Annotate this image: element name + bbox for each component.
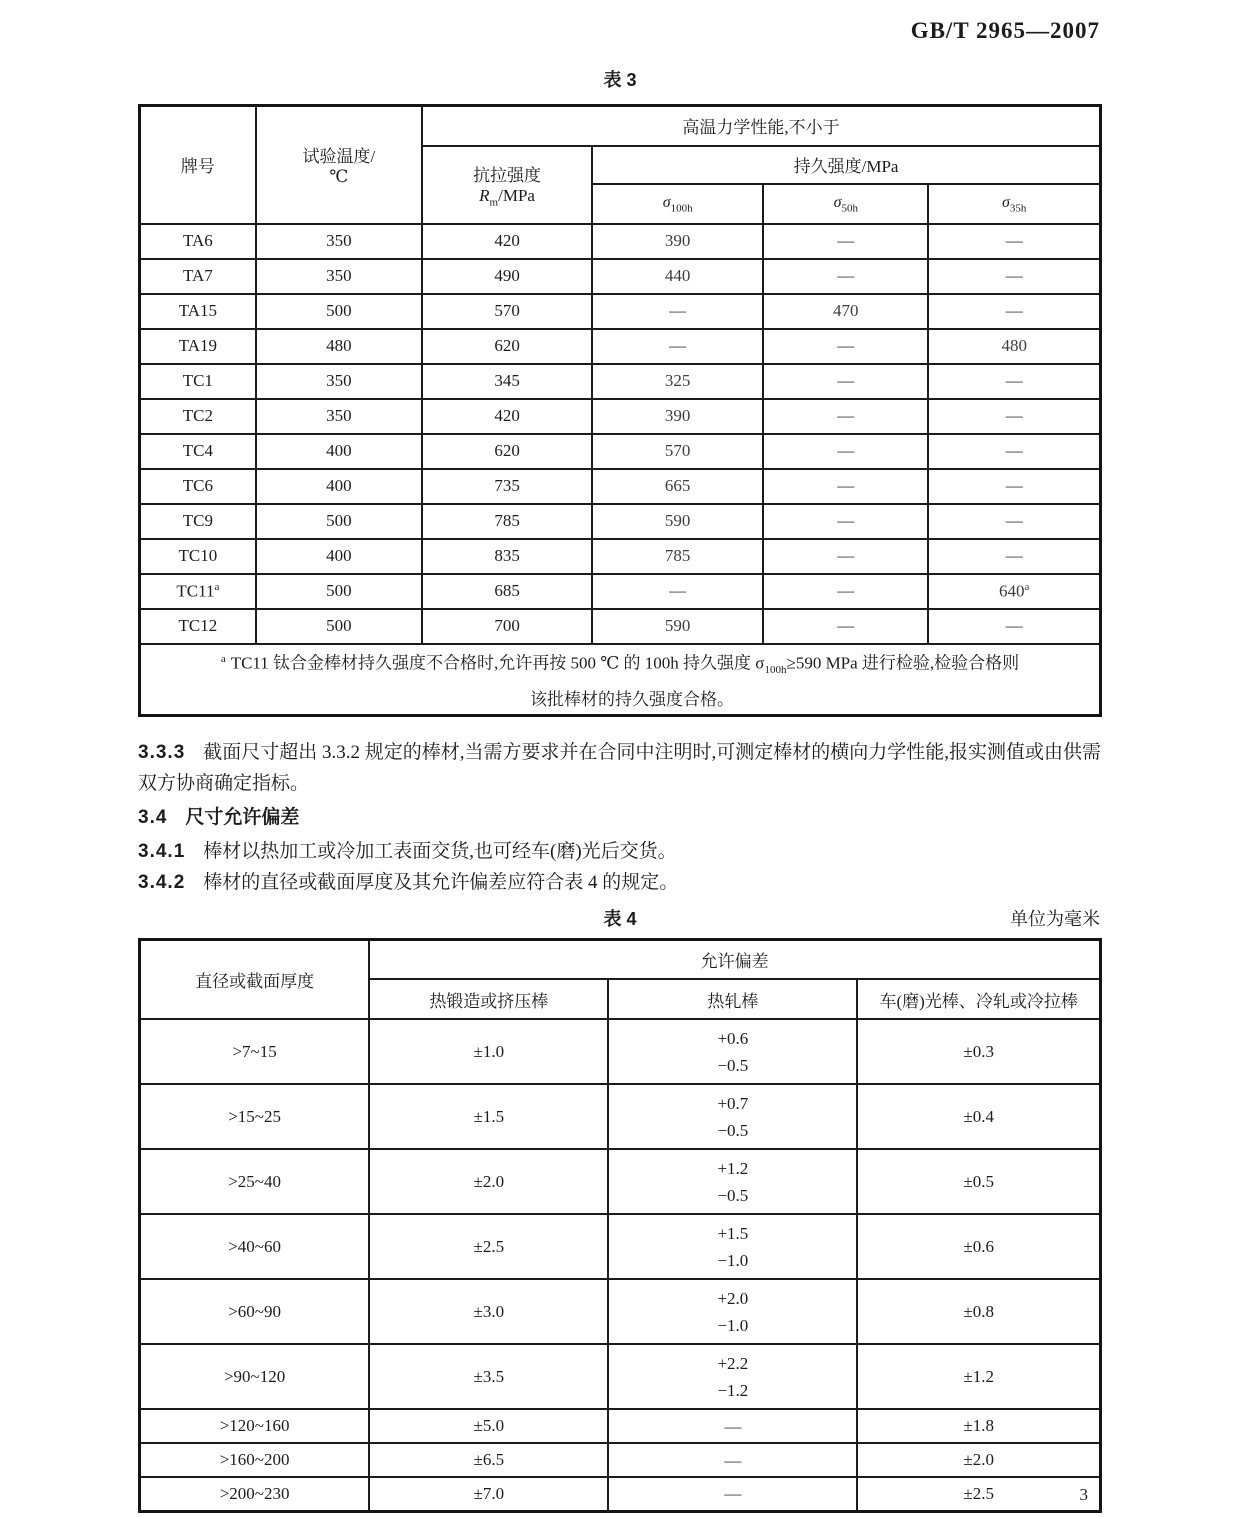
- cell-s100: —: [592, 574, 763, 609]
- cell-temp: 480: [256, 329, 422, 364]
- page-number: 3: [1079, 1485, 1088, 1504]
- cell-s100: 665: [592, 469, 763, 504]
- table4-title: 表 4: [603, 908, 637, 929]
- cell-grade: TA7: [140, 259, 256, 294]
- table4-row: [140, 1084, 1101, 1149]
- cell-s50: 470: [763, 294, 928, 329]
- table4-row: [140, 1019, 1101, 1084]
- standard-number: GB/T 2965—2007: [910, 18, 1100, 43]
- table3-header-row-1: [140, 106, 1101, 146]
- cell-forged: ±1.5: [369, 1084, 608, 1149]
- footnote-marker: a: [220, 652, 226, 665]
- cell-rm: 835: [422, 539, 592, 574]
- cell-temp: 400: [256, 539, 422, 574]
- footnote-line-2: 该批棒材的持久强度合格。: [530, 689, 734, 709]
- page-content: [138, 66, 1102, 1513]
- clause-text: 棒材的直径或截面厚度及其允许偏差应符合表 4 的规定。: [203, 871, 679, 893]
- cell-forged: ±7.0: [369, 1477, 608, 1511]
- table4-header-row-1: [140, 939, 1101, 979]
- col-header-sigma-100h: $\sigma_{100h}$: [592, 184, 763, 224]
- cell-s35: —: [928, 469, 1100, 504]
- table4: [138, 938, 1102, 1513]
- table4-row: [140, 1477, 1101, 1511]
- cell-s100: 590: [592, 504, 763, 539]
- table3-row: [140, 574, 1101, 609]
- cell-s35: —: [928, 539, 1100, 574]
- table3-row: [140, 294, 1101, 329]
- cell-grade: TA15: [140, 294, 256, 329]
- clause-number: 3.4.2: [138, 871, 186, 893]
- cell-hot-rolled: +1.2 −0.5: [608, 1149, 857, 1214]
- cell-forged: ±2.0: [369, 1149, 608, 1214]
- col-header-tolerance-group: 允许偏差: [369, 939, 1100, 979]
- table4-units-note: 单位为毫米: [1010, 908, 1100, 929]
- col-header-turned-cold: 车(磨)光棒、冷轧或冷拉棒: [857, 979, 1100, 1019]
- clause-text: 棒材以热加工或冷加工表面交货,也可经车(磨)光后交货。: [203, 840, 677, 862]
- cell-grade: TA6: [140, 224, 256, 259]
- col-header-hot-rolled: 热轧棒: [608, 979, 857, 1019]
- cell-turned: ±2.0: [857, 1443, 1100, 1477]
- cell-s100: 390: [592, 399, 763, 434]
- cell-range: >120~160: [140, 1409, 370, 1443]
- cell-s50: —: [763, 574, 928, 609]
- cell-hot-rolled: +0.7 −0.5: [608, 1084, 857, 1149]
- cell-grade: TC2: [140, 399, 256, 434]
- table3: [138, 104, 1102, 717]
- table3-footnote: [140, 644, 1101, 716]
- cell-s100: 785: [592, 539, 763, 574]
- cell-grade: TC1: [140, 364, 256, 399]
- table4-row: [140, 1409, 1101, 1443]
- cell-turned: ±2.5: [857, 1477, 1100, 1511]
- doc-header: [0, 0, 1240, 66]
- col-header-sigma-35h: $\sigma_{35h}$: [928, 184, 1100, 224]
- cell-s35: —: [928, 434, 1100, 469]
- cell-hot-rolled: —: [608, 1477, 857, 1511]
- cell-s100: —: [592, 329, 763, 364]
- cell-rm: 345: [422, 364, 592, 399]
- cell-grade: TC12: [140, 609, 256, 644]
- cell-rm: 685: [422, 574, 592, 609]
- cell-s100: 590: [592, 609, 763, 644]
- cell-s50: —: [763, 469, 928, 504]
- cell-forged: ±2.5: [369, 1214, 608, 1279]
- cell-s50: —: [763, 364, 928, 399]
- cell-grade: TC4: [140, 434, 256, 469]
- cell-temp: 350: [256, 364, 422, 399]
- cell-grade: TA19: [140, 329, 256, 364]
- cell-hot-rolled: —: [608, 1443, 857, 1477]
- cell-s35: 480: [928, 329, 1100, 364]
- cell-forged: ±5.0: [369, 1409, 608, 1443]
- cell-temp: 350: [256, 224, 422, 259]
- cell-grade: TC9: [140, 504, 256, 539]
- cell-s35: —: [928, 399, 1100, 434]
- col-header-test-temp: 试验温度/ ℃: [256, 106, 422, 224]
- cell-s50: —: [763, 504, 928, 539]
- table4-row: [140, 1279, 1101, 1344]
- cell-range: >200~230: [140, 1477, 370, 1511]
- cell-s50: —: [763, 259, 928, 294]
- cell-s100: 440: [592, 259, 763, 294]
- cell-rm: 700: [422, 609, 592, 644]
- col-header-sigma-50h: $\sigma_{50h}$: [763, 184, 928, 224]
- table3-row: [140, 329, 1101, 364]
- cell-turned: ±0.8: [857, 1279, 1100, 1344]
- cell-s50: —: [763, 224, 928, 259]
- col-header-endurance-strength: 持久强度/MPa: [592, 146, 1100, 184]
- cell-rm: 420: [422, 224, 592, 259]
- cell-range: >40~60: [140, 1214, 370, 1279]
- clause-number: 3.4.1: [138, 840, 186, 862]
- cell-rm: 620: [422, 329, 592, 364]
- cell-s35: —: [928, 259, 1100, 294]
- cell-range: >25~40: [140, 1149, 370, 1214]
- clause-text: 截面尺寸超出 3.3.2 规定的棒材,当需方要求并在合同中注明时,可测定棒材的横向力学性能,报实测值或由供需双方协商确定指标。: [138, 741, 1102, 794]
- cell-temp: 500: [256, 574, 422, 609]
- clause-heading-text: 尺寸允许偏差: [185, 806, 300, 828]
- cell-rm: 735: [422, 469, 592, 504]
- cell-range: >15~25: [140, 1084, 370, 1149]
- table4-row: [140, 1214, 1101, 1279]
- cell-s50: —: [763, 539, 928, 574]
- col-header-tensile-strength: 抗拉强度 $R_m$/MPa: [422, 146, 592, 224]
- clause-3-4-heading: [138, 802, 1102, 833]
- cell-s35: —: [928, 224, 1100, 259]
- cell-s35: —: [928, 364, 1100, 399]
- cell-forged: ±1.0: [369, 1019, 608, 1084]
- table3-footnote-row: [140, 644, 1101, 716]
- cell-range: >90~120: [140, 1344, 370, 1409]
- table3-row: [140, 539, 1101, 574]
- table3-row: [140, 434, 1101, 469]
- table3-row: [140, 224, 1101, 259]
- clause-number: 3.3.3: [138, 741, 186, 763]
- col-header-grade: 牌号: [140, 106, 256, 224]
- cell-forged: ±3.0: [369, 1279, 608, 1344]
- cell-temp: 400: [256, 469, 422, 504]
- cell-turned: ±1.2: [857, 1344, 1100, 1409]
- cell-s35: 640$^a$: [928, 574, 1100, 609]
- table3-row: [140, 469, 1101, 504]
- table4-row: [140, 1443, 1101, 1477]
- cell-grade: TC11$^a$: [140, 574, 256, 609]
- cell-grade: TC6: [140, 469, 256, 504]
- footnote-line-1: $^a$ TC11 钛合金棒材持久强度不合格时,允许再按 500 ℃ 的 100h 持久强度 $\sigma_{100h}\ge 590$ MPa 进行检验,检验合格则: [220, 652, 1020, 676]
- cell-rm: 490: [422, 259, 592, 294]
- cell-temp: 400: [256, 434, 422, 469]
- cell-s35: —: [928, 504, 1100, 539]
- cell-temp: 350: [256, 399, 422, 434]
- cell-rm: 785: [422, 504, 592, 539]
- cell-temp: 350: [256, 259, 422, 294]
- cell-s100: 390: [592, 224, 763, 259]
- cell-turned: ±0.6: [857, 1214, 1100, 1279]
- cell-range: >160~200: [140, 1443, 370, 1477]
- table4-row: [140, 1149, 1101, 1214]
- cell-rm: 620: [422, 434, 592, 469]
- table3-title: 表 3: [603, 70, 637, 90]
- cell-range: >60~90: [140, 1279, 370, 1344]
- cell-turned: ±1.8: [857, 1409, 1100, 1443]
- cell-range: >7~15: [140, 1019, 370, 1084]
- cell-turned: ±0.5: [857, 1149, 1100, 1214]
- cell-hot-rolled: +2.0 −1.0: [608, 1279, 857, 1344]
- cell-hot-rolled: +1.5 −1.0: [608, 1214, 857, 1279]
- cell-temp: 500: [256, 294, 422, 329]
- cell-hot-rolled: +2.2 −1.2: [608, 1344, 857, 1409]
- col-header-forged-extruded: 热锻造或挤压棒: [369, 979, 608, 1019]
- cell-temp: 500: [256, 504, 422, 539]
- col-header-diameter: 直径或截面厚度: [140, 939, 370, 1019]
- table3-row: [140, 399, 1101, 434]
- cell-s100: 570: [592, 434, 763, 469]
- cell-rm: 570: [422, 294, 592, 329]
- table3-row: [140, 259, 1101, 294]
- cell-s50: —: [763, 609, 928, 644]
- table4-caption-row: [138, 904, 1102, 934]
- clause-number: 3.4: [138, 806, 168, 828]
- cell-grade: TC10: [140, 539, 256, 574]
- cell-s50: —: [763, 399, 928, 434]
- cell-turned: ±0.4: [857, 1084, 1100, 1149]
- cell-s35: —: [928, 294, 1100, 329]
- cell-hot-rolled: +0.6 −0.5: [608, 1019, 857, 1084]
- cell-hot-rolled: —: [608, 1409, 857, 1443]
- cell-s50: —: [763, 434, 928, 469]
- table3-row: [140, 504, 1101, 539]
- table3-row: [140, 364, 1101, 399]
- cell-rm: 420: [422, 399, 592, 434]
- table3-row: [140, 609, 1101, 644]
- cell-s50: —: [763, 329, 928, 364]
- clause-3-4-1: [138, 836, 1102, 867]
- cell-s35: —: [928, 609, 1100, 644]
- table4-row: [140, 1344, 1101, 1409]
- col-header-high-temp-props: 高温力学性能,不小于: [422, 106, 1100, 146]
- cell-turned: ±0.3: [857, 1019, 1100, 1084]
- clause-3-4-2: [138, 867, 1102, 898]
- cell-temp: 500: [256, 609, 422, 644]
- cell-forged: ±3.5: [369, 1344, 608, 1409]
- cell-s100: —: [592, 294, 763, 329]
- cell-forged: ±6.5: [369, 1443, 608, 1477]
- clause-3-3-3: [138, 737, 1102, 799]
- cell-s100: 325: [592, 364, 763, 399]
